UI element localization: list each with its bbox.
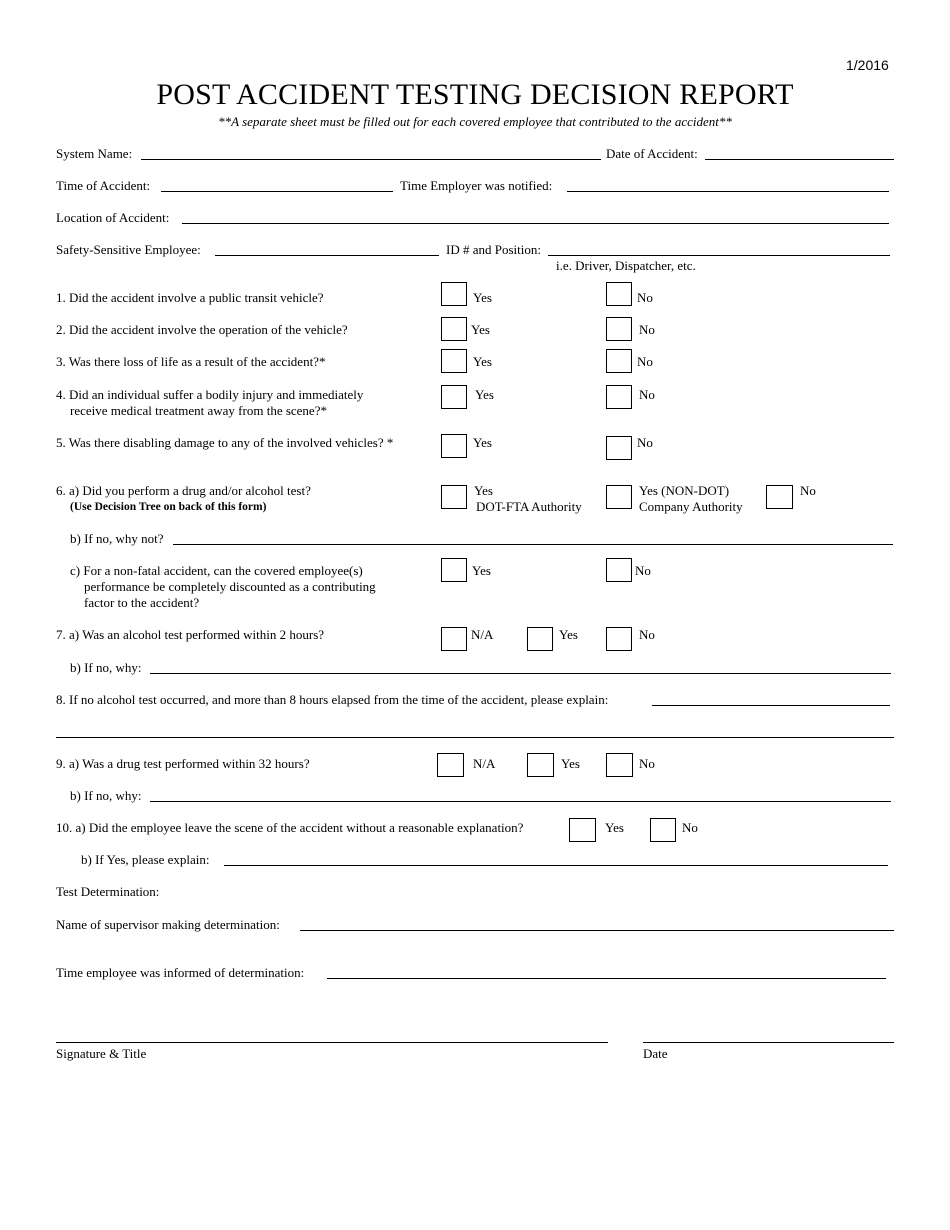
location-of-accident-field[interactable] xyxy=(182,223,889,224)
q6b-answer-field[interactable] xyxy=(173,544,893,545)
q6a-no-checkbox[interactable] xyxy=(766,485,793,509)
test-determination-heading: Test Determination: xyxy=(56,884,160,899)
question-4-line-2: receive medical treatment away from the scene?* xyxy=(70,403,327,418)
q8-answer-field-continued[interactable] xyxy=(56,737,894,738)
q3-yes-checkbox[interactable] xyxy=(441,349,467,373)
question-6c-line-2: performance be completely discounted as a contributing xyxy=(84,579,376,594)
q7a-no-label: No xyxy=(639,627,655,642)
page-title: POST ACCIDENT TESTING DECISION REPORT xyxy=(156,78,794,111)
id-position-field[interactable] xyxy=(548,255,890,256)
q2-yes-label: Yes xyxy=(471,322,490,337)
system-name-label: System Name: xyxy=(56,146,133,161)
question-1: 1. Did the accident involve a public transit vehicle? xyxy=(56,290,324,305)
q1-no-label: No xyxy=(637,290,653,305)
q7b-answer-field[interactable] xyxy=(150,673,891,674)
q3-no-label: No xyxy=(637,354,653,369)
question-7a: 7. a) Was an alcohol test performed within 2 hours? xyxy=(56,627,325,642)
q6c-no-label: No xyxy=(635,563,651,578)
q3-no-checkbox[interactable] xyxy=(606,349,632,373)
question-9b: b) If no, why: xyxy=(70,788,142,803)
q1-yes-checkbox[interactable] xyxy=(441,282,467,306)
question-2: 2. Did the accident involve the operation of the vehicle? xyxy=(56,322,348,337)
time-of-accident-label: Time of Accident: xyxy=(56,178,151,193)
q6a-yes-dot-checkbox[interactable] xyxy=(441,485,467,509)
question-7b: b) If no, why: xyxy=(70,660,142,675)
signature-date-label: Date xyxy=(643,1046,668,1061)
q5-yes-label: Yes xyxy=(473,435,492,450)
time-employer-notified-label: Time Employer was notified: xyxy=(400,178,553,193)
signature-title-field[interactable] xyxy=(56,1042,608,1043)
q4-no-checkbox[interactable] xyxy=(606,385,632,409)
q5-no-checkbox[interactable] xyxy=(606,436,632,460)
question-10b: b) If Yes, please explain: xyxy=(81,852,210,867)
q5-no-label: No xyxy=(637,435,653,450)
time-informed-label: Time employee was informed of determination: xyxy=(56,965,305,980)
q9a-na-checkbox[interactable] xyxy=(437,753,464,777)
question-6a-note: (Use Decision Tree on back of this form) xyxy=(70,501,267,513)
question-6c-line-1: c) For a non-fatal accident, can the covered employee(s) xyxy=(70,563,363,578)
q4-yes-label: Yes xyxy=(475,387,494,402)
form-version: 1/2016 xyxy=(846,57,889,73)
question-3: 3. Was there loss of life as a result of the accident?* xyxy=(56,354,326,369)
q6c-yes-label: Yes xyxy=(472,563,491,578)
location-of-accident-label: Location of Accident: xyxy=(56,210,170,225)
q2-yes-checkbox[interactable] xyxy=(441,317,467,341)
q8-answer-field[interactable] xyxy=(652,705,890,706)
q9a-no-checkbox[interactable] xyxy=(606,753,633,777)
question-5: 5. Was there disabling damage to any of the involved vehicles? * xyxy=(56,435,394,450)
q7a-na-label: N/A xyxy=(471,627,494,642)
question-9a: 9. a) Was a drug test performed within 32 hours? xyxy=(56,756,310,771)
time-informed-field[interactable] xyxy=(327,978,886,979)
question-8: 8. If no alcohol test occurred, and more than 8 hours elapsed from the time of the accident, please explain: xyxy=(56,692,609,707)
q6a-yes-label: Yes xyxy=(474,483,493,498)
signature-title-label: Signature & Title xyxy=(56,1046,147,1061)
q4-yes-checkbox[interactable] xyxy=(441,385,467,409)
question-6c-line-3: factor to the accident? xyxy=(84,595,200,610)
position-hint: i.e. Driver, Dispatcher, etc. xyxy=(556,258,696,273)
q10a-yes-label: Yes xyxy=(605,820,624,835)
page-subtitle: **A separate sheet must be filled out for each covered employee that contributed to the accident** xyxy=(218,114,732,129)
q6a-no-label: No xyxy=(800,483,816,498)
supervisor-field[interactable] xyxy=(300,930,894,931)
q6c-no-checkbox[interactable] xyxy=(606,558,632,582)
q9a-yes-label: Yes xyxy=(561,756,580,771)
q3-yes-label: Yes xyxy=(473,354,492,369)
time-of-accident-field[interactable] xyxy=(161,191,393,192)
q10a-yes-checkbox[interactable] xyxy=(569,818,596,842)
q10a-no-label: No xyxy=(682,820,698,835)
signature-date-field[interactable] xyxy=(643,1042,894,1043)
question-4-line-1: 4. Did an individual suffer a bodily injury and immediately xyxy=(56,387,364,402)
q6a-yes-non-dot-checkbox[interactable] xyxy=(606,485,632,509)
q10a-no-checkbox[interactable] xyxy=(650,818,676,842)
q4-no-label: No xyxy=(639,387,655,402)
system-name-field[interactable] xyxy=(141,159,601,160)
q7a-na-checkbox[interactable] xyxy=(441,627,467,651)
q7a-yes-checkbox[interactable] xyxy=(527,627,553,651)
q6c-yes-checkbox[interactable] xyxy=(441,558,467,582)
safety-sensitive-employee-field[interactable] xyxy=(215,255,439,256)
supervisor-label: Name of supervisor making determination: xyxy=(56,917,280,932)
q7a-yes-label: Yes xyxy=(559,627,578,642)
q6a-yes-non-dot-label: Yes (NON-DOT) xyxy=(639,483,730,498)
q5-yes-checkbox[interactable] xyxy=(441,434,467,458)
time-employer-notified-field[interactable] xyxy=(567,191,889,192)
q1-yes-label: Yes xyxy=(473,290,492,305)
q9b-answer-field[interactable] xyxy=(150,801,891,802)
question-6b: b) If no, why not? xyxy=(70,531,164,546)
q10b-answer-field[interactable] xyxy=(224,865,888,866)
q6a-company-authority-label: Company Authority xyxy=(639,499,743,514)
q2-no-label: No xyxy=(639,322,655,337)
id-position-label: ID # and Position: xyxy=(446,242,541,257)
date-of-accident-field[interactable] xyxy=(705,159,894,160)
q1-no-checkbox[interactable] xyxy=(606,282,632,306)
q9a-no-label: No xyxy=(639,756,655,771)
safety-sensitive-employee-label: Safety-Sensitive Employee: xyxy=(56,242,201,257)
date-of-accident-label: Date of Accident: xyxy=(606,146,698,161)
q9a-yes-checkbox[interactable] xyxy=(527,753,554,777)
q2-no-checkbox[interactable] xyxy=(606,317,632,341)
question-6a: 6. a) Did you perform a drug and/or alcohol test? xyxy=(56,483,311,498)
q9a-na-label: N/A xyxy=(473,756,496,771)
question-10a: 10. a) Did the employee leave the scene of the accident without a reasonable explanation? xyxy=(56,820,524,835)
q7a-no-checkbox[interactable] xyxy=(606,627,632,651)
q6a-dot-fta-label: DOT-FTA Authority xyxy=(476,499,582,514)
